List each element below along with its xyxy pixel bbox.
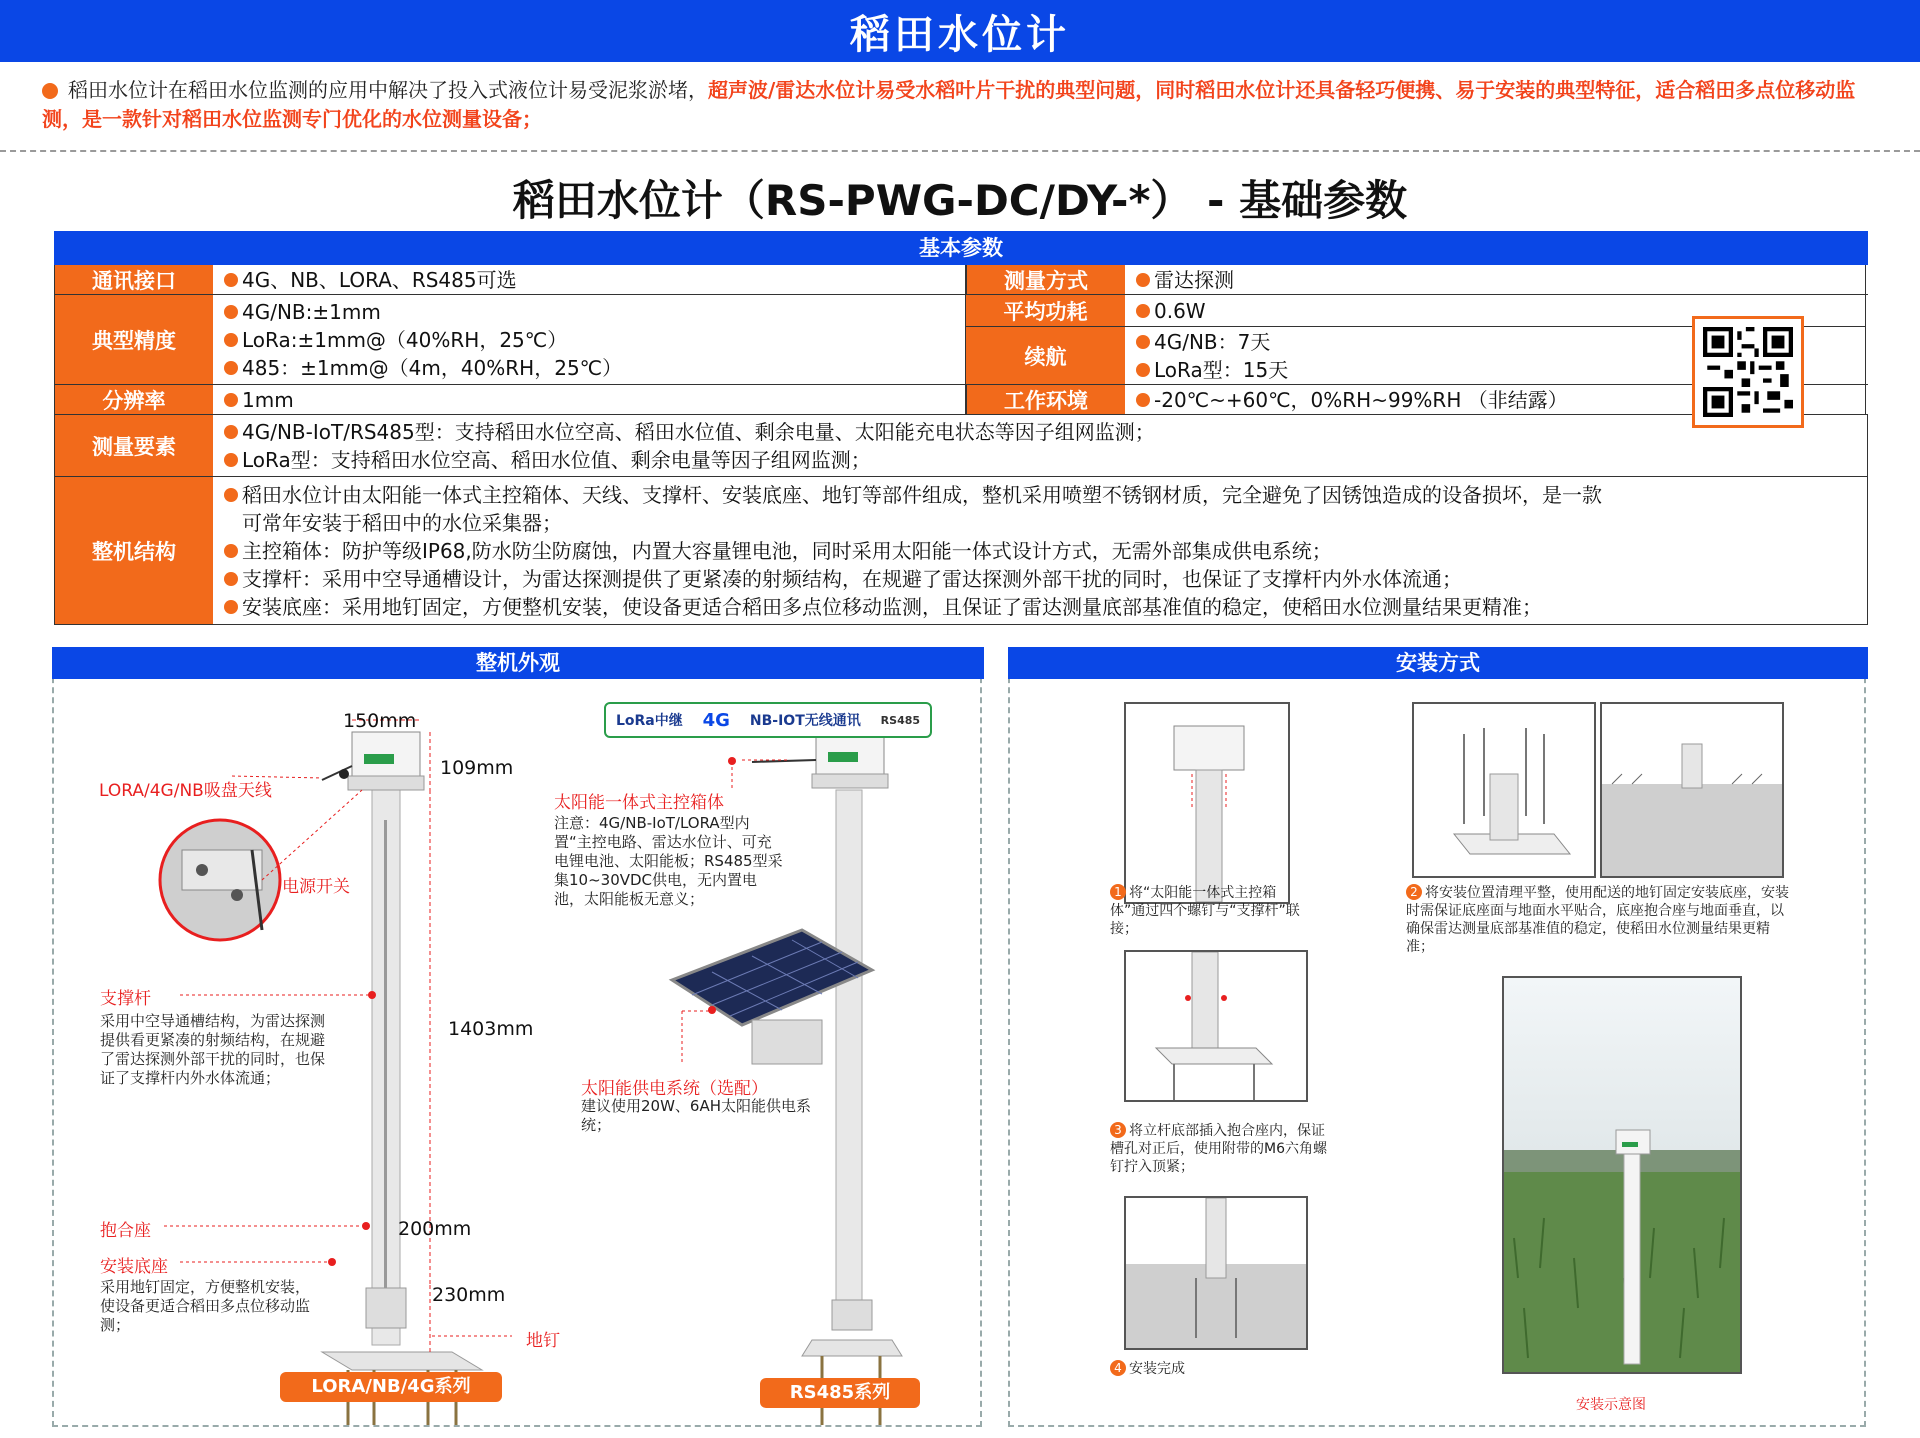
step-4-image [1124, 1196, 1308, 1350]
spec-label: 测量方式 [966, 265, 1126, 294]
spec-table [54, 231, 1868, 625]
spec-value-text: 雷达探测 [1134, 266, 1857, 294]
spec-value-text: 485：±1mm@（4m，40%RH，25℃） [222, 354, 957, 382]
step-number: 4 [1110, 1360, 1126, 1376]
spec-title: 稻田水位计（RS-PWG-DC/DY-*） - 基础参数 [512, 176, 1408, 225]
pole-description: 采用中空导通槽结构，为雷达探测提供看更紧凑的射频结构，在规避了雷达探测外部干扰的同时，也保证了支撑杆内外水体流通； [100, 1012, 326, 1087]
base-description: 采用地钉固定，方便整机安装，使设备更适合稻田多点位移动监测； [100, 1278, 311, 1334]
spec-value-text: 可常年安装于稻田中的水位采集器； [242, 510, 562, 535]
spec-value-text: 稻田水位计由太阳能一体式主控箱体、天线、支撑杆、安装底座、地钉等部件组成，整机采用喷塑不锈钢材质，完全避免了因锈蚀造成的设备损坏，是一款 [222, 481, 1859, 509]
spec-value-text: LoRa型：支持稻田水位空高、稻田水位值、剩余电量等因子组网监测； [222, 446, 1859, 474]
dim-base-height: 200mm [398, 1218, 472, 1240]
clamp [366, 1288, 406, 1328]
spec-value-text: -20℃~+60℃，0%RH~99%RH （非结露） [1134, 386, 1857, 414]
dim-pole-height: 1403mm [448, 1018, 534, 1040]
step-1-text [1110, 884, 1310, 938]
spec-row-comm [54, 265, 1868, 295]
intro-highlight: 超声波/雷达水位计易受水稻叶片干扰的典型问题，同时稻田水位计还具备轻巧便携、易于安装的典型特征，适合稻田多点位移动监测，是一款针对稻田水位监测专门优化的水位测量设备； [42, 78, 1856, 131]
spec-value-text: 支撑杆：采用中空导通槽设计，为雷达探测提供了更紧凑的射频结构，在规避了雷达探测外部干扰的同时，也保证了支撑杆内外水体流通； [222, 565, 1859, 593]
step-2-image-a [1412, 702, 1596, 878]
spec-label: 工作环境 [966, 385, 1126, 414]
dim-width: 150mm [343, 710, 417, 732]
step-desc: 将“太阳能一体式主控箱体”通过四个螺钉与“支撑杆”联接； [1110, 885, 1300, 937]
label-clamp: 抱合座 [100, 1221, 151, 1241]
qr-code[interactable] [1692, 316, 1804, 428]
step-desc: 安装完成 [1129, 1361, 1185, 1377]
spec-value-text: LoRa:±1mm@（40%RH，25℃） [222, 326, 957, 354]
spec-value-text: 4G/NB-IoT/RS485型：支持稻田水位空高、稻田水位值、剩余电量、太阳能充电状态等因子组网监测； [222, 418, 1859, 446]
nb-logo: NB-IOT无线通讯 [749, 713, 861, 729]
step-desc: 将安装位置清理平整，使用配送的地钉固定安装底座，安装时需保证底座面与地面水平贴合，底座抱合座与地面垂直，以确保雷达测量底部基准值的稳定，使稻田水位测量结果更精准； [1406, 885, 1789, 955]
step-2-image-b [1600, 702, 1784, 878]
spec-row-resolution [54, 385, 1868, 415]
spec-value [214, 265, 966, 294]
label-box: 太阳能一体式主控箱体 [554, 793, 724, 813]
page-banner [0, 0, 1920, 62]
spec-value-text: 1mm [222, 386, 957, 414]
label-solar: 太阳能供电系统（选配） [581, 1079, 768, 1099]
4g-logo: 4G [702, 709, 730, 731]
step-number: 1 [1110, 884, 1126, 900]
lora-logo: LoRa中继 [615, 713, 683, 729]
step-3-image [1124, 950, 1308, 1102]
spec-label: 典型精度 [54, 295, 214, 384]
bullet-icon [42, 83, 58, 99]
spec-value-text: LoRa型：15天 [1134, 356, 1857, 384]
step-number: 3 [1110, 1122, 1126, 1138]
step-number: 2 [1406, 884, 1422, 900]
solar-description: 建议使用20W、6AH太阳能供电系统； [581, 1097, 812, 1134]
label-nail: 地钉 [526, 1331, 560, 1351]
series-left-tag: LORA/NB/4G系列 [280, 1372, 502, 1402]
spec-value-text: 4G/NB：7天 [1134, 328, 1857, 356]
spec-row-accuracy [54, 295, 1868, 385]
appearance-header: 整机外观 [52, 647, 984, 679]
install-header: 安装方式 [1008, 647, 1868, 679]
step-2-text [1406, 884, 1796, 956]
banner-title: 稻田水位计 [850, 11, 1070, 58]
label-pole: 支撑杆 [100, 989, 151, 1009]
field-photo [1502, 976, 1742, 1374]
intro-paragraph [42, 76, 1882, 134]
spec-value [214, 295, 966, 384]
spec-label: 通讯接口 [54, 265, 214, 294]
divider [0, 150, 1920, 152]
qr-code-icon [1703, 327, 1793, 417]
spec-value-text: 4G、NB、LORA、RS485可选 [222, 266, 957, 294]
pole-rs485 [836, 790, 862, 1330]
spec-row-elements [54, 415, 1868, 477]
spec-label: 续航 [966, 327, 1126, 384]
label-antenna: LORA/4G/NB吸盘天线 [99, 781, 272, 801]
spec-table-header: 基本参数 [54, 231, 1868, 265]
spec-label: 平均功耗 [966, 295, 1126, 326]
step-3-text [1110, 1122, 1330, 1176]
step-1-image [1124, 702, 1290, 904]
intro-normal: 稻田水位计在稻田水位监测的应用中解决了投入式液位计易受泥浆淤堵， [68, 78, 708, 102]
spec-value [1126, 265, 1866, 294]
spec-value-text: 主控箱体：防护等级IP68,防水防尘防腐蚀，内置大容量锂电池，同时采用太阳能一体式设计方式，无需外部集成供电系统； [222, 537, 1859, 565]
spec-value [214, 477, 1868, 624]
rs485-logo: RS485 [880, 713, 921, 727]
spec-value [214, 385, 966, 414]
spec-value-text: 4G/NB:±1mm [222, 298, 957, 326]
spec-label: 整机结构 [54, 477, 214, 624]
spec-value [214, 415, 1868, 476]
series-right-tag: RS485系列 [760, 1378, 920, 1408]
spec-value-text: 安装底座：采用地钉固定，方便整机安装，使设备更适合稻田多点位移动监测，且保证了雷达测量底部基准值的稳定，使稻田水位测量结果更精准； [222, 593, 1859, 621]
base-plate [322, 1352, 482, 1370]
box-description: 注意：4G/NB-IoT/LORA型内置“主控电路、雷达水位计、可充电锂电池、太阳能板；RS485型采集10~30VDC供电，无内置电池，太阳能板无意义； [554, 814, 783, 908]
spec-label: 测量要素 [54, 415, 214, 476]
step-4-text [1110, 1360, 1310, 1378]
step-desc: 将立杆底部插入抱合座内，保证槽孔对正后，使用附带的M6六角螺钉拧入顶紧； [1110, 1123, 1327, 1175]
label-switch: 电源开关 [282, 877, 350, 897]
dim-box-height: 109mm [440, 757, 514, 779]
label-base: 安装底座 [100, 1257, 168, 1277]
photo-caption: 安装示意图 [1576, 1397, 1646, 1413]
spec-label: 分辨率 [54, 385, 214, 414]
protocol-logos [604, 702, 932, 738]
dim-base-width: 230mm [432, 1284, 506, 1306]
spec-row-structure [54, 477, 1868, 625]
spec-value-text: 0.6W [1134, 297, 1857, 325]
